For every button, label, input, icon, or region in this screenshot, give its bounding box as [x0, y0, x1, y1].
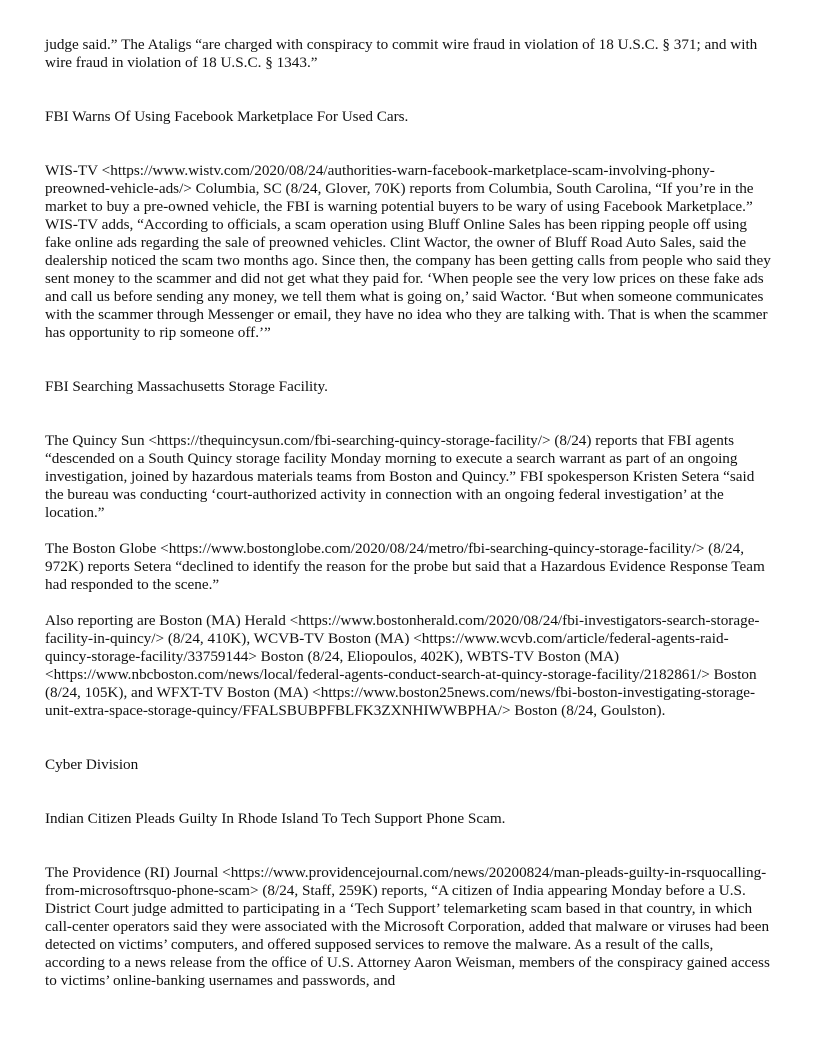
headline-storage-facility: FBI Searching Massachusetts Storage Facility. — [45, 378, 328, 395]
headline-facebook-marketplace: FBI Warns Of Using Facebook Marketplace For Used Cars. — [45, 108, 409, 125]
paragraph-wistv-report: WIS-TV <https://www.wistv.com/2020/08/24/authorities-warn-facebook-marketplace-scam-involving-phony-preowned-vehicle-ads/> Columbia, SC (8/24, Glover, 70K) reports from Columbia, South Carolina, “If you’re in the market to buy a pre-owned vehicle, the FBI is warning potential buyers to be wary of using Facebook Marketplace.” WIS-TV adds, “According to officials, a scam operation using Bluff Online Sales has been ripping people off using fake online ads regarding the sale of preowned vehicles. Clint Wactor, the owner of Bluff Road Auto Sales, said the dealership noticed the scam two months ago. Since then, the company has been getting calls from people who said they sent money to the scammer and did not get what they paid for. ‘When people see the very low prices on these fake ads and call us before sending any money, we tell them what is going on,’ said Wactor. ‘But when someone communicates with the scammer through Messenger or email, they have no idea who they are talking with. That is when the scammer has opportunity to rip someone off.’” — [45, 162, 771, 341]
section-cyber-division: Cyber Division — [45, 756, 139, 773]
paragraph-also-reporting: Also reporting are Boston (MA) Herald <https://www.bostonherald.com/2020/08/24/fbi-investigators-search-storage-facility-in-quincy/> (8/24, 410K), WCVB-TV Boston (MA) <https://www.wcvb.com/article/federal-agents-raid-quincy-storage-facility/33759144> Boston (8/24, Eliopoulos, 402K), WBTS-TV Boston (MA) <https://www.nbcboston.com/news/local/federal-agents-conduct-search-at-quincy-storage-facility/2182861/> Boston (8/24, 105K), and WFXT-TV Boston (MA) <https://www.boston25news.com/news/fbi-boston-investigating-storage-unit-extra-space-storage-quincy/FFALSBUBPFBLFK3ZXNHIWWBPHA/> Boston (8/24, Goulston). — [45, 612, 760, 719]
paragraph-quincy-sun: The Quincy Sun <https://thequincysun.com/fbi-searching-quincy-storage-facility/> (8/24) reports that FBI agents “descended on a South Quincy storage facility Monday morning to execute a search warrant as part of an ongoing investigation, joined by hazardous materials teams from Boston and Quincy.” FBI spokesperson Kristen Setera “said the bureau was conducting ‘court-authorized activity in connection with an ongoing federal investigation’ at the location.” — [45, 432, 755, 521]
document-page — [45, 36, 775, 990]
paragraph-ataligs-charges: judge said.” The Ataligs “are charged with conspiracy to commit wire fraud in violation of 18 U.S.C. § 371; and with wire fraud in violation of 18 U.S.C. § 1343.” — [45, 36, 758, 71]
headline-tech-support-scam: Indian Citizen Pleads Guilty In Rhode Island To Tech Support Phone Scam. — [45, 810, 506, 827]
paragraph-providence-journal: The Providence (RI) Journal <https://www.providencejournal.com/news/20200824/man-pleads-guilty-in-rsquocalling-from-microsoftrsquo-phone-scam> (8/24, Staff, 259K) reports, “A citizen of India appearing Monday before a U.S. District Court judge admitted to participating in a ‘Tech Support’ telemarketing scam based in that country, in which call-center operators said they were associated with the Microsoft Corporation, added that malware or viruses had been detected on victims’ computers, and offered supposed services to remove the malware. As a result of the calls, according to a news release from the office of U.S. Attorney Aaron Weisman, members of the conspiracy gained access to victims’ online-banking usernames and passwords, and — [45, 864, 770, 989]
paragraph-boston-globe: The Boston Globe <https://www.bostonglobe.com/2020/08/24/metro/fbi-searching-quincy-storage-facility/> (8/24, 972K) reports Setera “declined to identify the reason for the probe but said that a Hazardous Evidence Response Team had responded to the scene.” — [45, 540, 765, 593]
